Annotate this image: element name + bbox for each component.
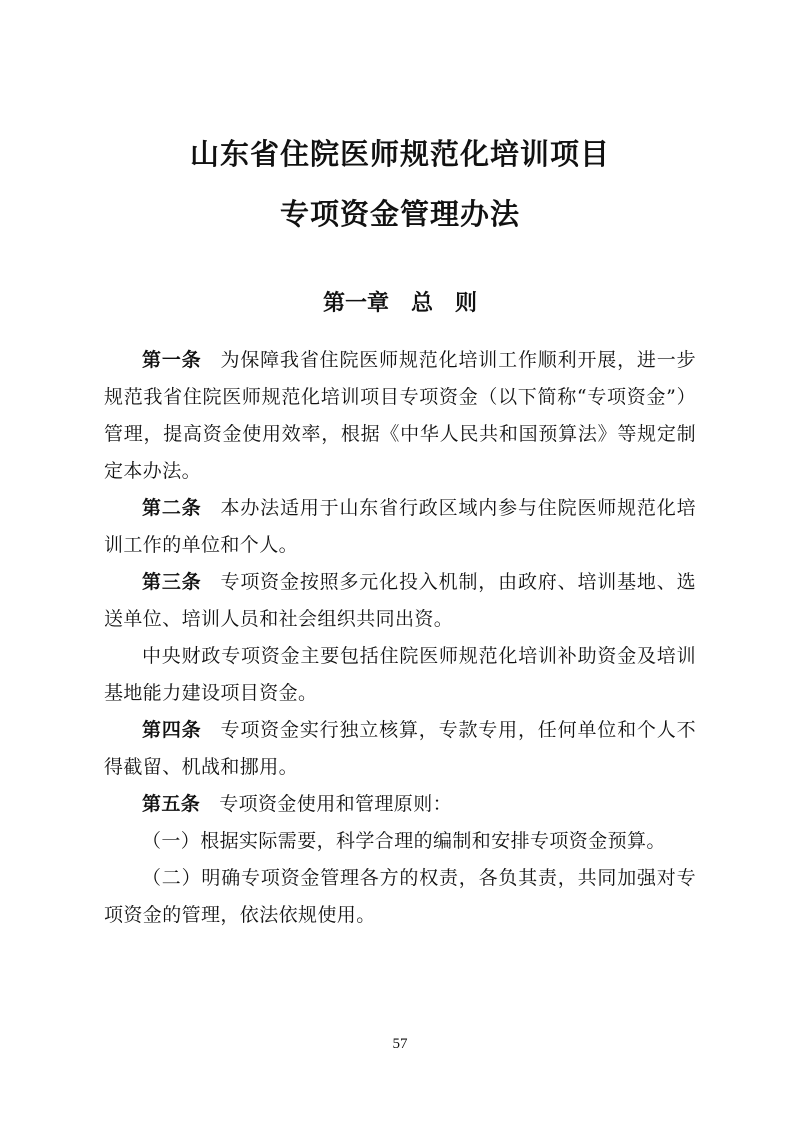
document-body (104, 342, 696, 934)
page-number: 57 (392, 1036, 408, 1052)
list-item-paragraph (104, 823, 696, 860)
article-label: 第五条 (142, 793, 201, 815)
article-text: 本办法适用于山东省行政区域内参与住院医师规范化培训工作的单位和个人。 (104, 497, 696, 556)
article-label: 第一条 (142, 349, 202, 371)
chapter-heading: 第一章 总 则 (322, 291, 477, 316)
article-text: 为保障我省住院医师规范化培训工作顺利开展，进一步规范我省住院医师规范化培训项目专项资金（以下简称“专项资金”）管理，提高资金使用效率，根据《中华人民共和国预算法》等规定制定本办法。 (104, 349, 696, 482)
article-paragraph (104, 564, 696, 638)
article-paragraph (104, 712, 696, 786)
body-paragraph (104, 638, 696, 712)
paragraph-text: （一）根据实际需要，科学合理的编制和安排专项资金预算。 (142, 830, 666, 852)
paragraph-text: （二）明确专项资金管理各方的权责，各负其责，共同加强对专项资金的管理，依法依规使用。 (104, 867, 696, 926)
list-item-paragraph (104, 860, 696, 934)
article-paragraph (104, 490, 696, 564)
article-label: 第二条 (142, 497, 202, 519)
article-text: 专项资金按照多元化投入机制，由政府、培训基地、选送单位、培训人员和社会组织共同出资。 (104, 571, 696, 630)
article-text: 专项资金使用和管理原则： (219, 793, 453, 815)
document-title-line-1: 山东省住院医师规范化培训项目 (189, 137, 610, 171)
article-label: 第四条 (142, 719, 202, 741)
article-text: 专项资金实行独立核算，专款专用，任何单位和个人不得截留、机战和挪用。 (104, 719, 696, 778)
article-label: 第三条 (142, 571, 202, 593)
article-paragraph (104, 342, 696, 490)
paragraph-text: 中央财政专项资金主要包括住院医师规范化培训补助资金及培训基地能力建设项目资金。 (104, 645, 696, 704)
article-paragraph (104, 786, 696, 823)
document-title-line-2: 专项资金管理办法 (279, 197, 520, 231)
